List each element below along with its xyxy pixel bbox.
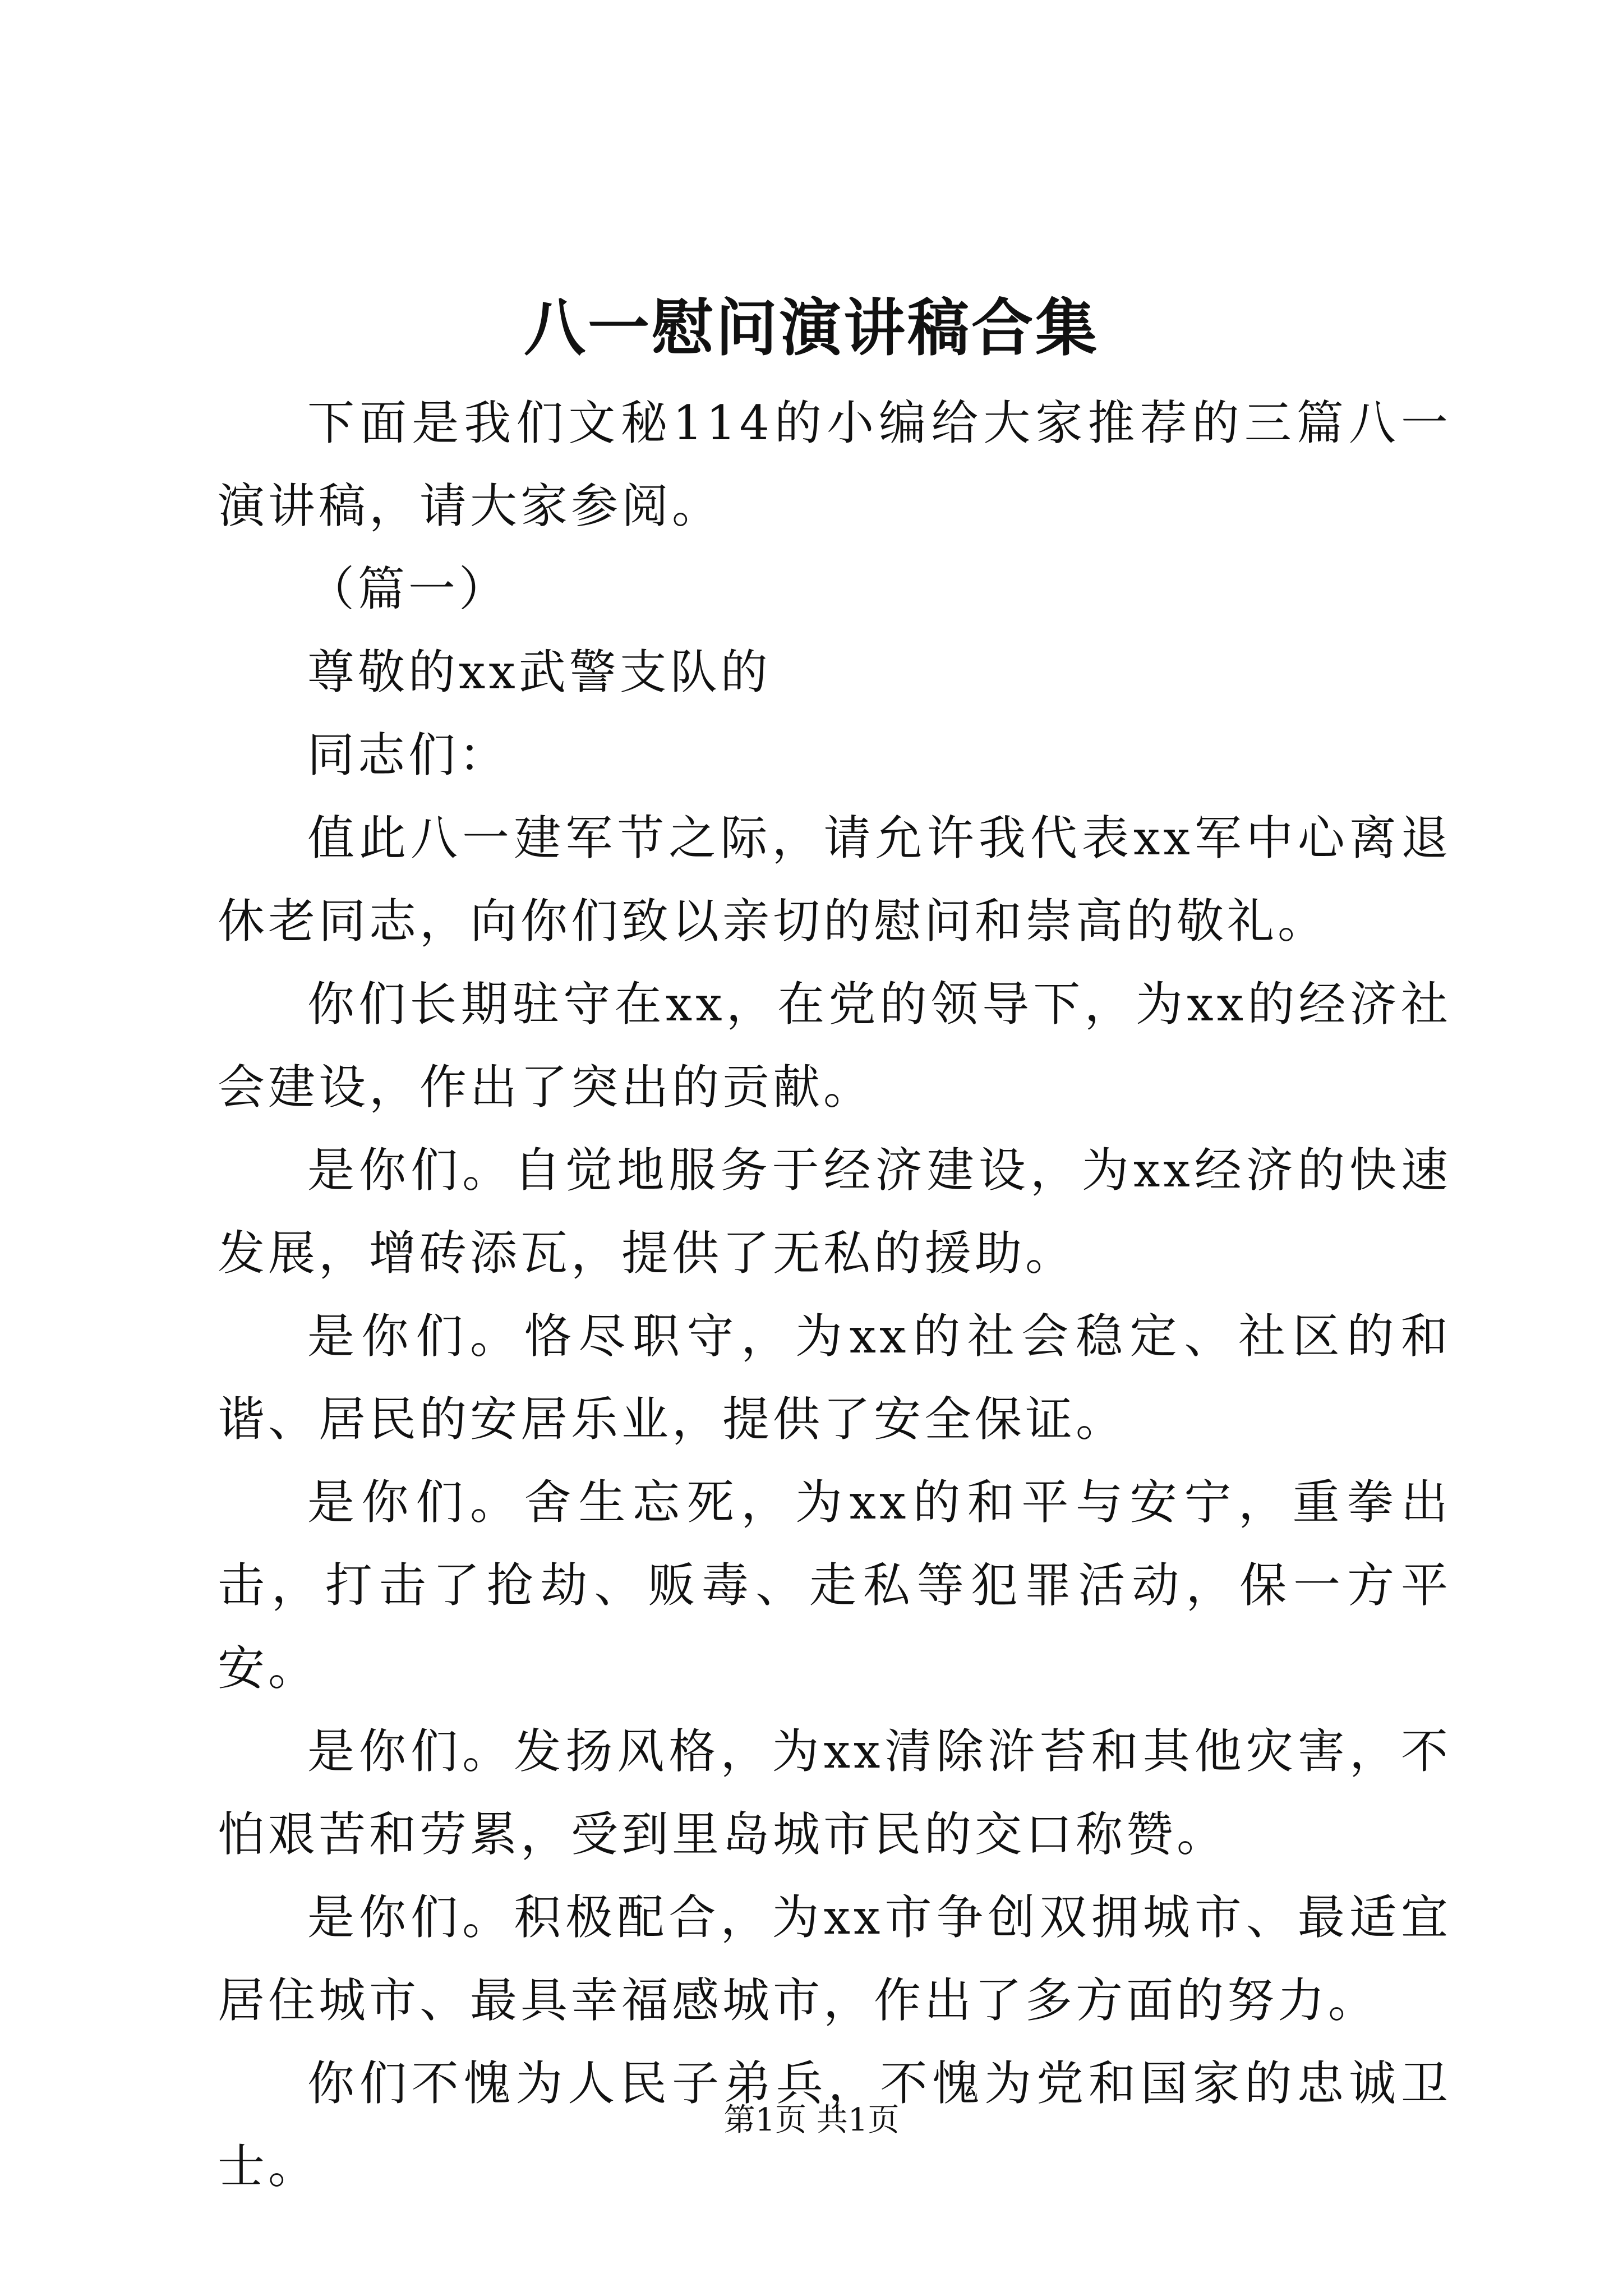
paragraph-section-heading: （篇一） [307, 562, 510, 616]
paragraph-security: 是你们。舍生忘死，为xx的和平与安宁，重拳出击，打击了抢劫、贩毒、走私等犯罪活动，保一方平安。 [218, 1475, 1451, 1696]
paragraph-salutation-comrades: 同志们： [307, 728, 510, 783]
page-number-footer: 第1页 共1页 [723, 2102, 900, 2138]
paragraph-greeting: 值此八一建军节之际，请允许我代表xx军中心离退休老同志，向你们致以亲切的慰问和崇高的敬礼。 [218, 811, 1451, 949]
paragraph-disaster-relief: 是你们。发扬风格，为xx清除浒苔和其他灾害，不怕艰苦和劳累，受到里岛城市民的交口称赞。 [218, 1724, 1451, 1862]
document-body [218, 381, 1451, 2208]
paragraph-stability: 是你们。恪尽职守，为xx的社会稳定、社区的和谐、居民的安居乐业，提供了安全保证。 [218, 1309, 1451, 1447]
paragraph-city-building: 是你们。积极配合，为xx市争创双拥城市、最适宜居住城市、最具幸福感城市，作出了多方面的努力。 [218, 1890, 1451, 2028]
document-title: 八一慰问演讲稿合集 [524, 292, 1099, 364]
paragraph-contribution: 你们长期驻守在xx，在党的领导下，为xx的经济社会建设，作出了突出的贡献。 [218, 977, 1451, 1115]
paragraph-praise: 你们不愧为人民子弟兵，不愧为党和国家的忠诚卫士。 [218, 2056, 1451, 2194]
paragraph-economy: 是你们。自觉地服务于经济建设，为xx经济的快速发展，增砖添瓦，提供了无私的援助。 [218, 1143, 1451, 1281]
paragraph-salutation: 尊敬的xx武警支队的 [307, 645, 771, 700]
paragraph-intro: 下面是我们文秘114的小编给大家推荐的三篇八一演讲稿，请大家参阅。 [218, 395, 1451, 533]
